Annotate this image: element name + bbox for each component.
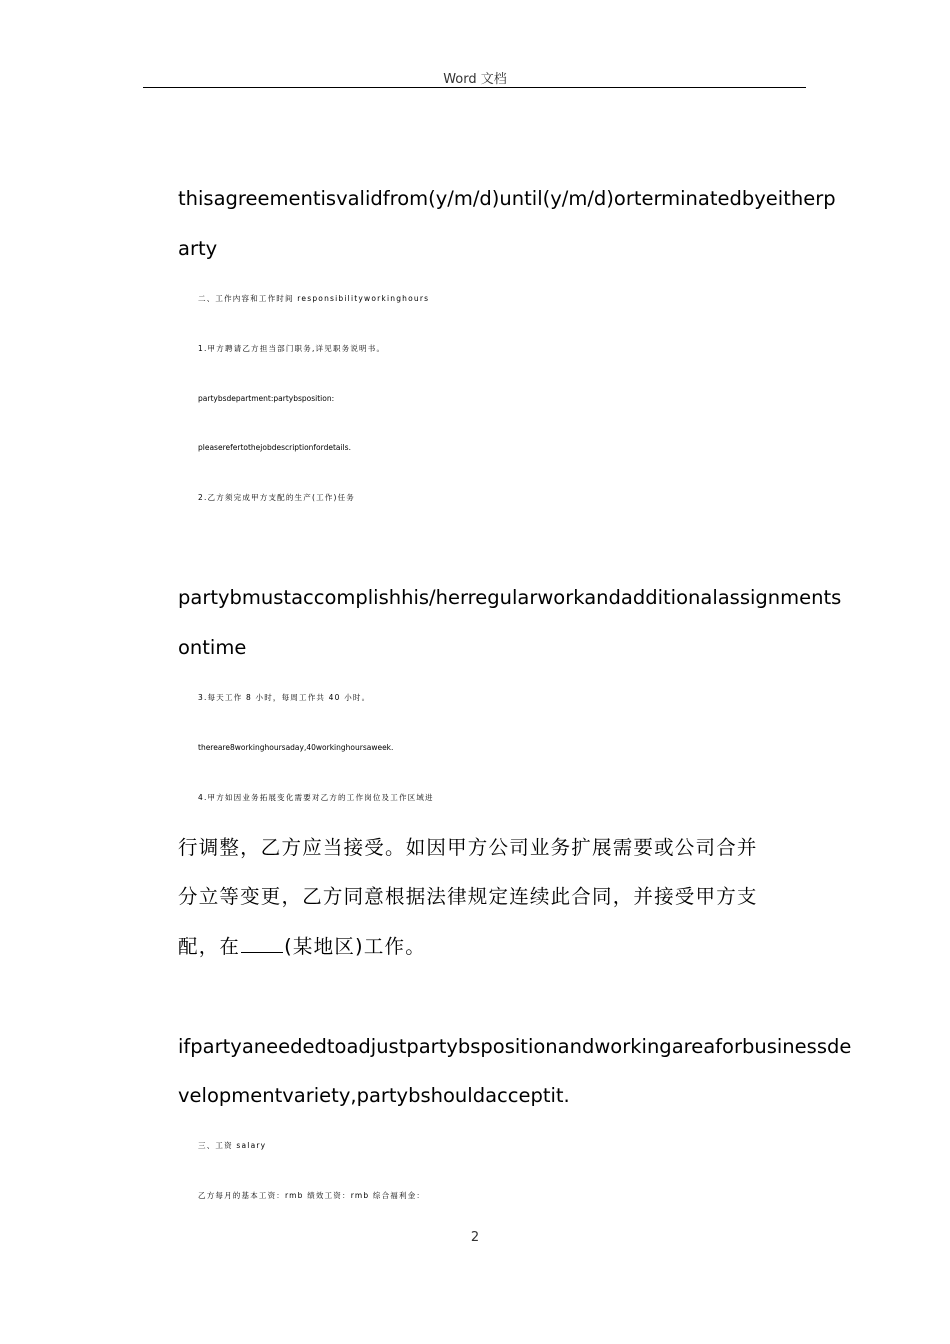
text-line: velopmentvariety,partybshouldacceptit. (178, 1084, 570, 1107)
text-line: pleaserefertothejobdescriptionfordetails. (198, 443, 351, 452)
text-line: partybsdepartment:partybsposition: (198, 394, 335, 403)
page-number: 2 (470, 1230, 480, 1245)
text-fragment: (某地区)工作。 (284, 935, 426, 958)
header-title: Word 文档 (443, 72, 507, 87)
text-line: 4.甲方如因业务拓展变化需要对乙方的工作岗位及工作区域进 (198, 793, 434, 802)
text-line: ifpartyaneededtoadjustpartybspositionandworkingareaforbusinessde (178, 1035, 852, 1058)
text-line: 3.每天工作 8 小时，每周工作共 40 小时。 (198, 693, 371, 702)
text-line: 1.甲方聘请乙方担当部门职务,详见职务说明书。 (198, 344, 386, 353)
header-divider (143, 87, 806, 88)
text-line: thereare8workinghoursaday,40workinghoursaweek. (198, 743, 394, 752)
text-line: 乙方每月的基本工资：rmb 绩效工资：rmb 综合福利金： (198, 1191, 426, 1200)
section-heading: 三、工资 salary (198, 1141, 267, 1150)
text-line: partybmustaccomplishhis/herregularworkandadditionalassignments (178, 586, 842, 609)
text-line: thisagreementisvalidfrom(y/m/d)until(y/m/d)orterminatedbyeitherp (178, 187, 836, 210)
fill-in-blank (241, 934, 283, 953)
text-line: arty (178, 237, 218, 260)
text-fragment: 配，在 (178, 935, 241, 958)
text-line (178, 933, 808, 961)
section-heading: 二、工作内容和工作时间 responsibilityworkinghours (198, 294, 430, 303)
text-line: 2.乙方须完成甲方支配的生产(工作)任务 (198, 493, 356, 502)
text-line: 分立等变更，乙方同意根据法律规定连续此合同，并接受甲方支 (178, 885, 758, 908)
text-line: 行调整，乙方应当接受。如因甲方公司业务扩展需要或公司合并 (178, 836, 758, 859)
text-line: ontime (178, 636, 247, 659)
